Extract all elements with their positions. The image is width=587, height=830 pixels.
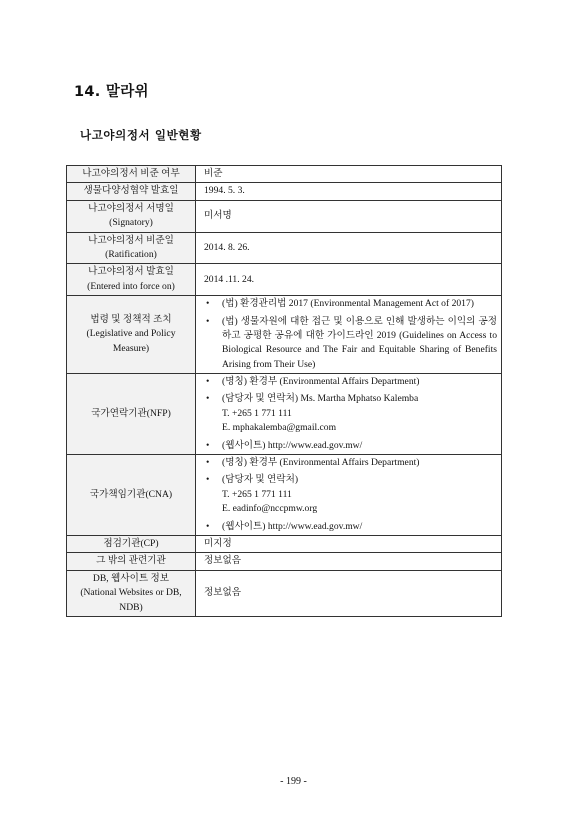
row-value: 미서명 xyxy=(196,200,502,232)
bullet-icon: • xyxy=(206,520,210,532)
row-label xyxy=(67,232,196,264)
page-title: 14. 말라위 xyxy=(74,84,149,100)
row-label: 국가연락기관(NFP) xyxy=(67,374,196,455)
row-value: 비준 xyxy=(196,166,502,183)
row-value: 정보없음 xyxy=(196,553,502,570)
row-label-en: Measure) xyxy=(112,342,150,354)
list-item xyxy=(204,456,497,470)
row-label xyxy=(67,296,196,374)
row-value xyxy=(196,374,502,455)
row-label-en: (Entered into force on) xyxy=(87,280,175,292)
list-item xyxy=(204,392,497,435)
row-value: 미지정 xyxy=(196,535,502,552)
row-label-ko: 나고야의정서 발효일 xyxy=(88,266,174,278)
list-item xyxy=(204,520,497,534)
table-row xyxy=(67,264,502,296)
list-item xyxy=(204,315,497,373)
row-label: 국가책임기관(CNA) xyxy=(67,455,196,536)
table-row xyxy=(67,200,502,232)
website-link: (웹사이트) http://www.ead.gov.mw/ xyxy=(222,439,363,451)
row-label xyxy=(67,200,196,232)
row-label-en: (Legislative and Policy xyxy=(86,328,176,340)
row-label-en: (Ratification) xyxy=(105,248,157,260)
list-item-text: (명칭) 환경부 (Environmental Affairs Department) xyxy=(222,376,420,388)
bullet-icon: • xyxy=(206,474,210,486)
row-label-ko: 법령 및 정책적 조치 xyxy=(90,314,172,326)
bullet-icon: • xyxy=(206,393,210,405)
row-value xyxy=(196,455,502,536)
table-row xyxy=(67,553,502,570)
bullet-list xyxy=(204,456,497,534)
contact-phone: T. +265 1 771 111 xyxy=(222,407,292,419)
table-row xyxy=(67,296,502,374)
row-label xyxy=(67,264,196,296)
list-item-text: (법) 환경관리법 2017 (Environmental Management Act of 2017) xyxy=(222,298,474,310)
list-item xyxy=(204,473,497,516)
contact-title: (담당자 및 연락처) Ms. Martha Mphatso Kalemba xyxy=(222,393,419,405)
website-link: (웹사이트) http://www.ead.gov.mw/ xyxy=(222,520,363,532)
list-item xyxy=(204,439,497,453)
contact-email: E. mphakalemba@gmail.com xyxy=(222,422,337,434)
row-label: 생물다양성협약 발효일 xyxy=(67,183,196,200)
bullet-icon: • xyxy=(206,315,210,327)
contact-phone: T. +265 1 771 111 xyxy=(222,488,292,500)
row-label: 나고야의정서 비준 여부 xyxy=(67,166,196,183)
status-table xyxy=(66,165,502,617)
row-label-ko: 나고야의정서 비준일 xyxy=(88,234,174,246)
page-number: - 199 - xyxy=(280,776,307,787)
row-label-ko: DB, 웹사이트 정보 xyxy=(92,572,170,584)
bullet-icon: • xyxy=(206,439,210,451)
bullet-icon: • xyxy=(206,376,210,388)
row-label-ko: 나고야의정서 서명일 xyxy=(88,202,174,214)
table-row xyxy=(67,232,502,264)
bullet-icon: • xyxy=(206,298,210,310)
list-item-text: (명칭) 환경부 (Environmental Affairs Department) xyxy=(222,457,420,469)
bullet-list xyxy=(204,375,497,453)
row-value: 2014. 8. 26. xyxy=(196,232,502,264)
table-row xyxy=(67,535,502,552)
contact-title: (담당자 및 연락처) xyxy=(222,474,299,486)
table-row xyxy=(67,166,502,183)
row-label: 점검기관(CP) xyxy=(67,535,196,552)
row-value: 2014 .11. 24. xyxy=(196,264,502,296)
row-label-en: (Signatory) xyxy=(109,217,153,229)
table-row xyxy=(67,183,502,200)
row-label: 그 밖의 관련기관 xyxy=(67,553,196,570)
bullet-icon: • xyxy=(206,457,210,469)
list-item-text: (법) 생물자원에 대한 접근 및 이용으로 인해 발생하는 이익의 공정하고 공평한 공유에 대한 가이드라인 2019 (Guidelines on Access to Biological Resource and The Fair and Equitable Sharing of Benefits Arising from Their Use) xyxy=(222,315,497,370)
row-value: 1994. 5. 3. xyxy=(196,183,502,200)
bullet-list xyxy=(204,297,497,372)
contact-email: E. eadinfo@nccpmw.org xyxy=(222,503,318,515)
section-title: 나고야의정서 일반현황 xyxy=(80,128,202,142)
row-value xyxy=(196,296,502,374)
table-row xyxy=(67,455,502,536)
row-label xyxy=(67,570,196,616)
row-value: 정보없음 xyxy=(196,570,502,616)
list-item xyxy=(204,297,497,311)
list-item xyxy=(204,375,497,389)
table-row xyxy=(67,570,502,616)
row-label-en: (National Websites or DB, NDB) xyxy=(80,587,182,613)
table-row xyxy=(67,374,502,455)
